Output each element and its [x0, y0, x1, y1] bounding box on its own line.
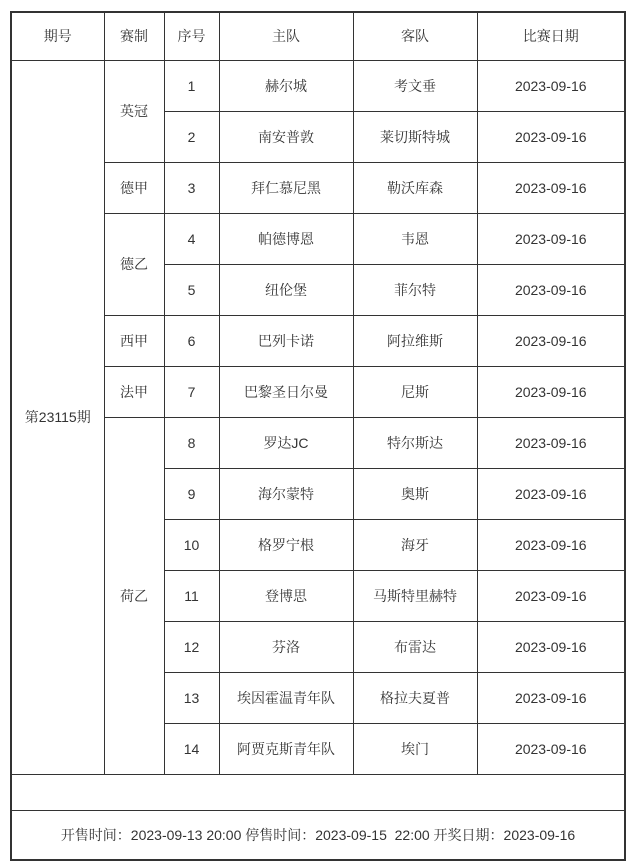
- match-no-cell: 13: [164, 672, 219, 723]
- match-row: [11, 162, 625, 213]
- match-no-cell: 2: [164, 111, 219, 162]
- home-team-cell: 南安普敦: [219, 111, 353, 162]
- league-cell: 德甲: [104, 162, 164, 213]
- away-team-cell: 菲尔特: [353, 264, 477, 315]
- away-team-cell: 莱切斯特城: [353, 111, 477, 162]
- league-cell: 荷乙: [104, 417, 164, 774]
- match-date-cell: 2023-09-16: [477, 60, 625, 111]
- away-team-cell: 海牙: [353, 519, 477, 570]
- header-row: [11, 12, 625, 60]
- home-team-cell: 巴列卡诺: [219, 315, 353, 366]
- col-header-no: 序号: [164, 12, 219, 60]
- match-no-cell: 10: [164, 519, 219, 570]
- match-date-cell: 2023-09-16: [477, 417, 625, 468]
- issue-cell: 第23115期: [11, 60, 104, 774]
- away-team-cell: 奥斯: [353, 468, 477, 519]
- match-no-cell: 12: [164, 621, 219, 672]
- match-date-cell: 2023-09-16: [477, 315, 625, 366]
- home-team-cell: 登博思: [219, 570, 353, 621]
- match-row: [11, 60, 625, 111]
- match-no-cell: 7: [164, 366, 219, 417]
- match-date-cell: 2023-09-16: [477, 111, 625, 162]
- home-team-cell: 罗达JC: [219, 417, 353, 468]
- home-team-cell: 格罗宁根: [219, 519, 353, 570]
- match-row: [11, 417, 625, 468]
- match-no-cell: 6: [164, 315, 219, 366]
- match-date-cell: 2023-09-16: [477, 672, 625, 723]
- match-no-cell: 4: [164, 213, 219, 264]
- match-date-cell: 2023-09-16: [477, 162, 625, 213]
- match-row: [11, 213, 625, 264]
- away-team-cell: 埃门: [353, 723, 477, 774]
- match-no-cell: 5: [164, 264, 219, 315]
- away-team-cell: 韦恩: [353, 213, 477, 264]
- league-cell: 德乙: [104, 213, 164, 315]
- home-team-cell: 海尔蒙特: [219, 468, 353, 519]
- home-team-cell: 埃因霍温青年队: [219, 672, 353, 723]
- league-cell: 西甲: [104, 315, 164, 366]
- match-date-cell: 2023-09-16: [477, 213, 625, 264]
- home-team-cell: 巴黎圣日尔曼: [219, 366, 353, 417]
- match-no-cell: 9: [164, 468, 219, 519]
- match-no-cell: 14: [164, 723, 219, 774]
- match-date-cell: 2023-09-16: [477, 570, 625, 621]
- match-date-cell: 2023-09-16: [477, 723, 625, 774]
- match-date-cell: 2023-09-16: [477, 468, 625, 519]
- home-team-cell: 芬洛: [219, 621, 353, 672]
- league-cell: 法甲: [104, 366, 164, 417]
- match-date-cell: 2023-09-16: [477, 621, 625, 672]
- sale-info-cell: 开售时间：2023-09-13 20:00 停售时间：2023-09-15 22:00 开奖日期：2023-09-16: [11, 810, 625, 860]
- match-no-cell: 11: [164, 570, 219, 621]
- home-team-cell: 阿贾克斯青年队: [219, 723, 353, 774]
- away-team-cell: 格拉夫夏普: [353, 672, 477, 723]
- match-no-cell: 3: [164, 162, 219, 213]
- match-no-cell: 8: [164, 417, 219, 468]
- col-header-home: 主队: [219, 12, 353, 60]
- away-team-cell: 马斯特里赫特: [353, 570, 477, 621]
- match-no-cell: 1: [164, 60, 219, 111]
- footer-row: [11, 810, 625, 860]
- away-team-cell: 考文垂: [353, 60, 477, 111]
- match-date-cell: 2023-09-16: [477, 264, 625, 315]
- match-row: [11, 366, 625, 417]
- home-team-cell: 纽伦堡: [219, 264, 353, 315]
- col-header-date: 比赛日期: [477, 12, 625, 60]
- match-date-cell: 2023-09-16: [477, 366, 625, 417]
- home-team-cell: 赫尔城: [219, 60, 353, 111]
- spacer-row: [11, 774, 625, 810]
- col-header-away: 客队: [353, 12, 477, 60]
- col-header-issue: 期号: [11, 12, 104, 60]
- match-date-cell: 2023-09-16: [477, 519, 625, 570]
- away-team-cell: 阿拉维斯: [353, 315, 477, 366]
- col-header-league: 赛制: [104, 12, 164, 60]
- away-team-cell: 特尔斯达: [353, 417, 477, 468]
- home-team-cell: 帕德博恩: [219, 213, 353, 264]
- match-row: [11, 315, 625, 366]
- spacer-cell: [11, 774, 625, 810]
- home-team-cell: 拜仁慕尼黑: [219, 162, 353, 213]
- match-schedule-table: [10, 11, 626, 861]
- away-team-cell: 布雷达: [353, 621, 477, 672]
- league-cell: 英冠: [104, 60, 164, 162]
- away-team-cell: 尼斯: [353, 366, 477, 417]
- away-team-cell: 勒沃库森: [353, 162, 477, 213]
